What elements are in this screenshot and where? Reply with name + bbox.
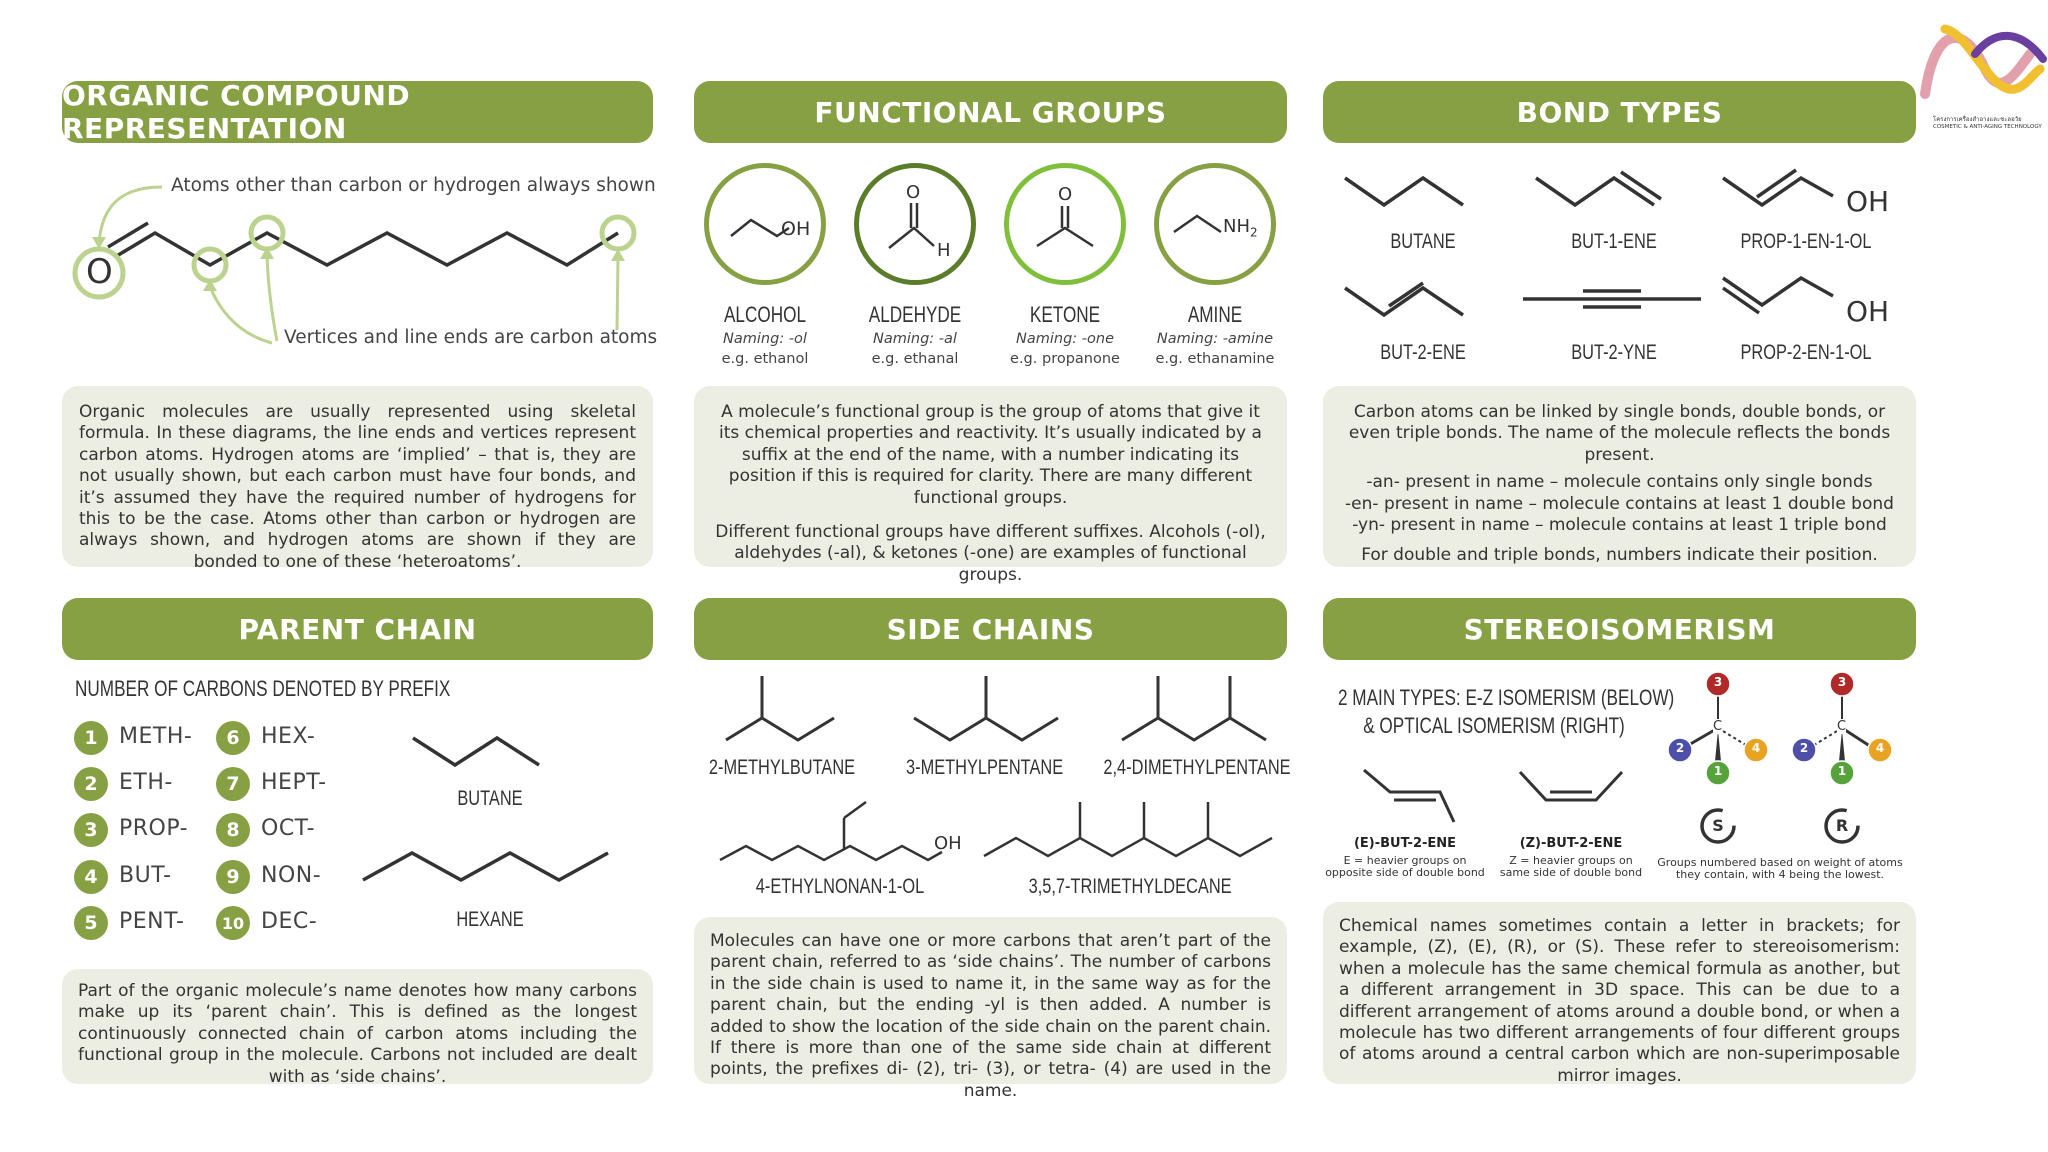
groups-note-1: Groups numbered based on weight of atoms <box>1657 856 1903 869</box>
side-label-2-methylbutane: 2-METHYLBUTANE <box>708 756 856 779</box>
side-label-3-methylpentane: 3-METHYLPENTANE <box>906 756 1064 779</box>
prefix-number-6: 6 <box>216 721 250 755</box>
prefix-number-7: 7 <box>216 767 250 801</box>
amine-atom-sub: 2 <box>1250 225 1258 240</box>
bond-label-prop-2-en-1-ol: PROP-2-EN-1-OL <box>1740 341 1872 364</box>
prefix-oct: OCT- <box>261 816 316 841</box>
amine-atom <box>1223 216 1258 240</box>
ketone-naming: Naming: -one <box>1016 331 1114 347</box>
parent-description: Part of the organic molecule’s name denotes how many carbons make up its ‘parent chain’. This is defined as the longest continuously connected chain of carbon atoms including the functional group in the molecule. Carbons not included are dealt with as ‘side chains’. <box>78 981 637 1087</box>
side-header <box>694 598 1287 660</box>
bonds-description-panel <box>1323 386 1916 567</box>
s-atom-2: 2 <box>1675 741 1685 755</box>
amine-naming: Naming: -amine <box>1156 331 1274 347</box>
e-isomer-note-2: opposite side of double bond <box>1325 866 1485 879</box>
logo-mark-icon <box>1905 14 2045 104</box>
side-chain-structures <box>694 670 1287 910</box>
r-rotation-label: R <box>1835 816 1849 835</box>
parent-subtitle: NUMBER OF CARBONS DENOTED BY PREFIX <box>75 676 451 701</box>
parent-description-panel <box>62 969 653 1087</box>
ez-isomer-structures <box>1350 760 1650 840</box>
prefix-number-1: 1 <box>74 721 108 755</box>
ketone-name: KETONE <box>1029 302 1101 327</box>
parent-header <box>62 598 653 660</box>
prefix-number-5: 5 <box>74 906 108 940</box>
logo-text-th: โครงการเครื่องสำอางและชะลอวัย <box>1933 116 2022 123</box>
e-isomer-name: (E)-BUT-2-ENE <box>1353 836 1457 851</box>
side-oh: OH <box>934 833 962 854</box>
s-atom-3: 3 <box>1713 675 1723 689</box>
side-label-3-5-7-trimethyldecane: 3,5,7-TRIMETHYLDECANE <box>1028 875 1232 898</box>
bond-structures <box>1323 160 1916 360</box>
bond-label-but-1-ene: BUT-1-ENE <box>1571 230 1657 253</box>
ketone-example: e.g. propanone <box>1010 351 1120 367</box>
functional-description-panel <box>694 386 1287 585</box>
prefix-number-3: 3 <box>74 813 108 847</box>
aldehyde-circle <box>854 163 976 285</box>
atom-o: O <box>86 252 113 292</box>
s-atom-1: 1 <box>1713 764 1723 778</box>
s-central-carbon: C <box>1713 719 1723 734</box>
s-rotation-label: S <box>1712 816 1724 835</box>
functional-header <box>694 81 1287 143</box>
bonds-header <box>1323 81 1916 143</box>
parent-label-hexane: HEXANE <box>456 908 524 931</box>
organic-description: Organic molecules are usually represented using skeletal formula. In these diagrams, the line ends and vertices represent carbon atoms. Hydrogen atoms are ‘implied’ – that is, they are not usually shown, but each carbon must have four bonds, and it’s assumed they have the required number of hydrogens for this to be the case. Atoms other than carbon or hydrogen are always shown, and hydrogen atoms are shown if they are bonded to one of these ‘heteroatoms’. <box>79 402 636 572</box>
e-isomer-note-1: E = heavier groups on <box>1343 854 1467 867</box>
bond-label-butane: BUTANE <box>1390 230 1456 253</box>
bond-label-prop-1-en-1-ol: PROP-1-EN-1-OL <box>1740 230 1872 253</box>
functional-description-2: Different functional groups have different suffixes. Alcohols (-ol), aldehydes (-al), & ketones (-one) are examples of functional groups. <box>715 522 1266 585</box>
amine-name: AMINE <box>1187 302 1243 327</box>
stereo-title: STEREOISOMERISM <box>1463 612 1776 646</box>
r-atom-1: 1 <box>1837 764 1847 778</box>
optical-isomer-structures <box>1650 664 1910 844</box>
organic-description-panel <box>62 386 653 572</box>
side-label-2-4-dimethylpentane: 2,4-DIMETHYLPENTANE <box>1103 756 1291 779</box>
prefix-eth: ETH- <box>119 770 173 795</box>
bonds-line-yn: -yn- present in name – molecule contains at least 1 triple bond <box>1352 515 1887 536</box>
z-isomer-note-2: same side of double bond <box>1499 866 1643 879</box>
amine-circle <box>1154 163 1276 285</box>
bonds-line-en: -en- present in name – molecule contains at least 1 double bond <box>1345 493 1894 514</box>
bonds-line-an: -an- present in name – molecule contains only single bonds <box>1366 472 1873 493</box>
r-atom-3: 3 <box>1837 675 1847 689</box>
parent-label-butane: BUTANE <box>457 787 523 810</box>
aldehyde-example: e.g. ethanal <box>871 351 959 367</box>
aldehyde-atom-o: O <box>906 182 921 203</box>
stereo-description: Chemical names sometimes contain a letter in brackets; for example, (Z), (E), (R), or (S). These refer to stereoisomerism: when a molecule has the same chemical formula as another, but a different arrangement in 3D space. This can be due to a different arrangement of atoms around a double bond, or when a molecule has two different arrangements of four different groups of atoms around a central carbon which are non-superimposable mirror images. <box>1339 916 1900 1086</box>
aldehyde-name: ALDEHYDE <box>868 302 962 327</box>
aldehyde-atom-h: H <box>937 240 951 261</box>
stereo-description-panel <box>1323 902 1916 1084</box>
parent-chain-structures <box>355 720 635 920</box>
functional-title: FUNCTIONAL GROUPS <box>814 95 1167 129</box>
groups-note-2: they contain, with 4 being the lowest. <box>1675 868 1885 881</box>
organic-note-bottom: Vertices and line ends are carbon atoms <box>284 327 658 348</box>
alcohol-name: ALCOHOL <box>723 302 807 327</box>
prefix-number-10: 10 <box>216 906 250 940</box>
organic-title: ORGANIC COMPOUND REPRESENTATION <box>62 79 411 145</box>
stereo-types-line1: 2 MAIN TYPES: E-Z ISOMERISM (BELOW) <box>1338 685 1675 710</box>
bond-label-but-2-yne: BUT-2-YNE <box>1571 341 1657 364</box>
stereo-types-line2: & OPTICAL ISOMERISM (RIGHT) <box>1363 713 1625 738</box>
ketone-circle <box>1004 163 1126 285</box>
prefix-but: BUT- <box>119 863 172 888</box>
stereo-header <box>1323 598 1916 660</box>
functional-description-1: A molecule’s functional group is the group of atoms that give it its chemical properties and reactivity. It’s usually indicated by a suffix at the end of the name, with a number indicating its position if this is required for clarity. There are many different functional groups. <box>719 402 1262 508</box>
prefix-number-9: 9 <box>216 860 250 894</box>
r-atom-2: 2 <box>1799 741 1809 755</box>
bonds-title: BOND TYPES <box>1516 95 1723 129</box>
side-description-panel <box>694 917 1287 1101</box>
bonds-description-1: Carbon atoms can be linked by single bonds, double bonds, or even triple bonds. The name of the molecule reflects the bonds present. <box>1348 402 1891 465</box>
prefix-prop: PROP- <box>119 816 189 841</box>
s-atom-4: 4 <box>1751 741 1761 755</box>
side-label-4-ethylnonan-1-ol: 4-ETHYLNONAN-1-OL <box>755 875 925 898</box>
prefix-number-8: 8 <box>216 813 250 847</box>
r-atom-4: 4 <box>1875 741 1885 755</box>
z-isomer-note-1: Z = heavier groups on <box>1509 854 1633 867</box>
prefix-hex: HEX- <box>261 724 316 749</box>
organic-header <box>62 81 653 143</box>
prefix-dec: DEC- <box>261 909 318 934</box>
side-title: SIDE CHAINS <box>886 612 1095 646</box>
prefix-hept: HEPT- <box>261 770 327 795</box>
prefix-non: NON- <box>261 863 322 888</box>
aldehyde-naming: Naming: -al <box>873 331 957 347</box>
r-central-carbon: C <box>1837 719 1847 734</box>
prefix-number-4: 4 <box>74 860 108 894</box>
alcohol-circle <box>704 163 826 285</box>
ketone-atom-o: O <box>1058 184 1073 205</box>
prop-2-en-1-ol-oh: OH <box>1846 295 1890 328</box>
bond-label-but-2-ene: BUT-2-ENE <box>1380 341 1466 364</box>
logo <box>1905 14 2045 134</box>
prefix-meth: METH- <box>119 724 193 749</box>
prop-1-en-1-ol-oh: OH <box>1846 185 1890 218</box>
z-isomer-name: (Z)-BUT-2-ENE <box>1519 836 1623 851</box>
alcohol-naming: Naming: -ol <box>723 331 807 347</box>
prefix-number-2: 2 <box>74 767 108 801</box>
alcohol-example: e.g. ethanol <box>721 351 809 367</box>
amine-atom-nh: NH <box>1223 216 1250 237</box>
prefix-pent: PENT- <box>119 909 185 934</box>
amine-example: e.g. ethanamine <box>1155 351 1275 367</box>
parent-title: PARENT CHAIN <box>238 612 477 646</box>
alcohol-atom: OH <box>781 218 811 240</box>
side-description: Molecules can have one or more carbons that aren’t part of the parent chain, referred to as ‘side chains’. The number of carbons in the side chain is used to name it, in the same way as for the parent chain, but the ending -yl is then added. A number is added to show the location of the side chain on the parent chain. If there is more than one of the same side chain at different points, the prefixes di- (2), tri- (3), or tetra- (4) are used in the name. <box>710 931 1271 1101</box>
bonds-description-2: For double and triple bonds, numbers indicate their position. <box>1361 545 1878 566</box>
organic-note-top: Atoms other than carbon or hydrogen always shown <box>171 175 656 196</box>
logo-text-en: COSMETIC & ANTI-AGING TECHNOLOGY <box>1933 124 2042 130</box>
